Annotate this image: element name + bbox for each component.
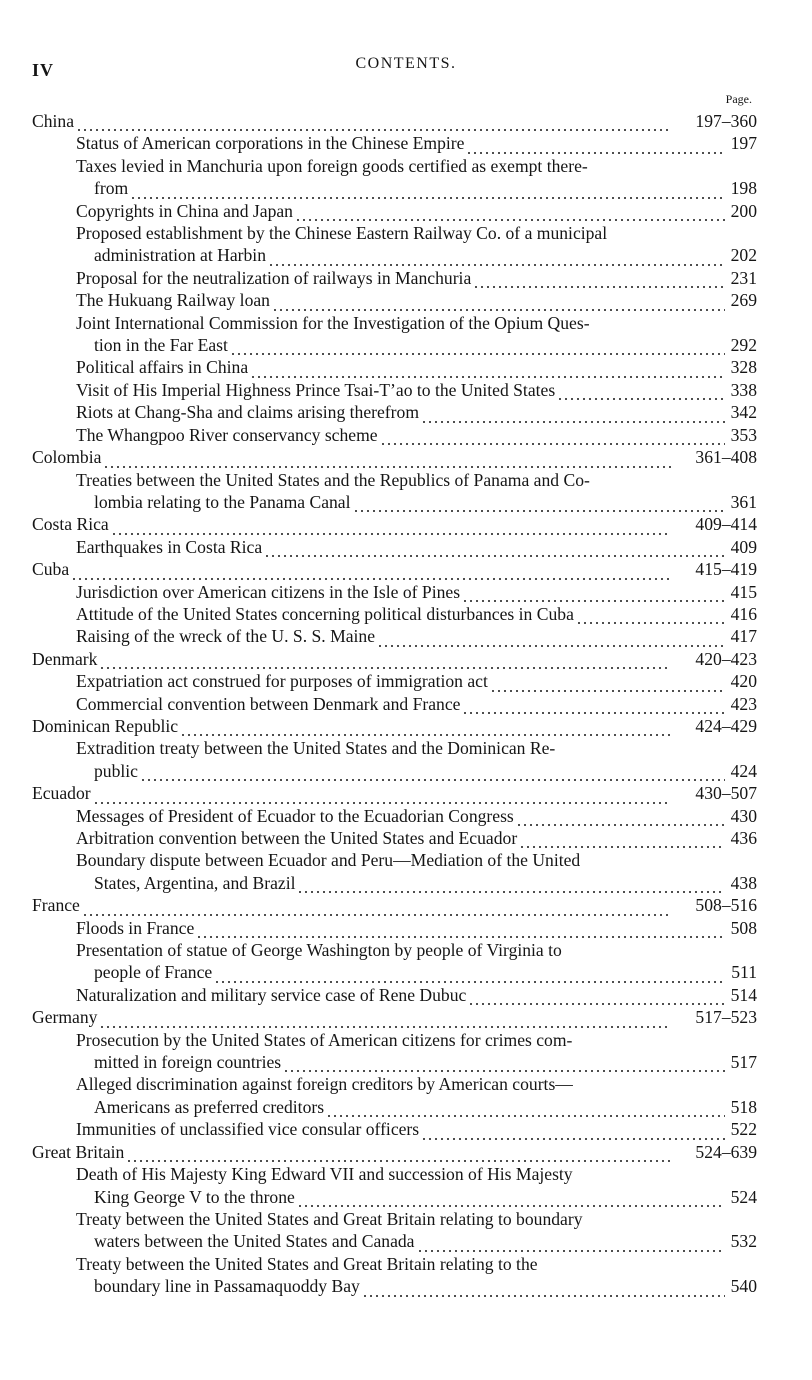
toc-item xyxy=(32,1118,757,1140)
dot-leader xyxy=(519,834,724,849)
toc-country-entry xyxy=(32,513,757,535)
toc-item-text: Treaty between the United States and Great Britain relating to boundary xyxy=(76,1208,583,1229)
toc-country-entry xyxy=(32,782,757,804)
toc-item-page: 436 xyxy=(730,828,757,848)
toc-item-page: 423 xyxy=(730,693,757,714)
dot-leader xyxy=(490,678,725,693)
toc-item-text: Treaties between the United States and the Republics of Panama and Co- xyxy=(76,469,590,490)
country-page-range: 517–523 xyxy=(695,1007,757,1028)
dot-leader xyxy=(353,498,725,513)
toc-item-continuation-text: boundary line in Passamaquoddy Bay xyxy=(94,1276,360,1297)
toc-item xyxy=(32,289,757,311)
toc-item-continuation-text: Americans as preferred creditors xyxy=(94,1096,325,1117)
country-page-range: 361–408 xyxy=(695,447,757,468)
toc-item-text: Commercial convention between Denmark and France xyxy=(76,693,461,714)
toc-item xyxy=(32,1029,757,1074)
toc-item-text: Naturalization and military service case of Rene Dubuc xyxy=(76,984,467,1005)
dot-leader xyxy=(126,1148,671,1163)
country-name: Cuba xyxy=(32,559,70,580)
toc-item-page: 511 xyxy=(731,962,757,983)
toc-item-page: 342 xyxy=(730,402,757,423)
page-folio: IV xyxy=(32,60,55,80)
toc-item-page: 353 xyxy=(730,424,757,445)
toc-item-page: 524 xyxy=(730,1186,757,1207)
toc-country-entry xyxy=(32,1141,757,1163)
toc-item-text: Riots at Chang-Sha and claims arising therefrom xyxy=(76,402,420,423)
toc-item-continuation-text: lombia relating to the Panama Canal xyxy=(94,491,351,512)
country-name: Ecuador xyxy=(32,783,91,804)
country-page-range: 415–419 xyxy=(695,559,757,580)
toc-item-text: Floods in France xyxy=(76,917,195,938)
country-page-range: 508–516 xyxy=(695,895,757,916)
toc-item-text: Immunities of unclassified vice consular officers xyxy=(76,1119,420,1140)
toc-item-text: Proposal for the neutralization of railways in Manchuria xyxy=(76,267,472,288)
country-name: Colombia xyxy=(32,447,102,468)
dot-leader xyxy=(283,1059,724,1074)
toc-item-page: 200 xyxy=(730,200,757,221)
dot-leader xyxy=(130,185,724,200)
dot-leader xyxy=(468,991,724,1006)
dot-leader xyxy=(462,700,724,715)
toc-item-continuation xyxy=(32,760,757,782)
toc-item-page: 522 xyxy=(730,1119,757,1140)
toc-item-continuation xyxy=(32,1096,757,1118)
toc-item xyxy=(32,1073,757,1118)
toc-item-page: 292 xyxy=(730,335,757,356)
toc-item xyxy=(32,737,757,782)
toc-item-text: Death of His Majesty King Edward VII and succession of His Majesty xyxy=(76,1164,573,1185)
toc-item-text: The Whangpoo River conservancy scheme xyxy=(76,424,378,445)
dot-leader xyxy=(82,902,671,917)
dot-leader xyxy=(264,543,724,558)
dot-leader xyxy=(417,1238,725,1253)
toc-item xyxy=(32,849,757,894)
toc-item-continuation-text: waters between the United States and Canada xyxy=(94,1231,415,1252)
toc-item-text: Jurisdiction over American citizens in the Isle of Pines xyxy=(76,581,461,602)
toc-item xyxy=(32,155,757,200)
country-name: Costa Rica xyxy=(32,514,109,535)
toc-item-page: 409 xyxy=(730,536,757,557)
dot-leader xyxy=(421,1126,724,1141)
country-name: Great Britain xyxy=(32,1141,125,1162)
dot-leader xyxy=(111,521,671,536)
toc-item-text: Expatriation act construed for purposes of immigration act xyxy=(76,671,488,692)
dot-leader xyxy=(295,207,725,222)
toc-item xyxy=(32,670,757,692)
toc-item-page: 338 xyxy=(730,379,757,400)
toc-item xyxy=(32,379,757,401)
toc-country-entry xyxy=(32,446,757,468)
dot-leader xyxy=(250,364,724,379)
toc-item xyxy=(32,267,757,289)
toc-item-page: 508 xyxy=(730,917,757,938)
toc-item-page: 420 xyxy=(730,671,757,692)
toc-item-page: 198 xyxy=(730,178,757,199)
toc-item-text: Prosecution by the United States of American citizens for crimes com- xyxy=(76,1029,573,1050)
toc-item-page: 532 xyxy=(730,1231,757,1252)
toc-item-page: 416 xyxy=(730,603,757,624)
toc-item-continuation-text: public xyxy=(94,760,138,781)
toc-item xyxy=(32,984,757,1006)
country-page-range: 430–507 xyxy=(695,783,757,804)
toc-country-entry xyxy=(32,894,757,916)
toc-item-page: 438 xyxy=(730,872,757,893)
dot-leader xyxy=(557,386,724,401)
toc-item xyxy=(32,917,757,939)
toc-item-text: Extradition treaty between the United States and the Dominican Re- xyxy=(76,738,556,759)
toc-item xyxy=(32,536,757,558)
toc-item-continuation-text: from xyxy=(94,178,129,199)
toc-item-page: 514 xyxy=(730,984,757,1005)
dot-leader xyxy=(362,1283,725,1298)
toc-item-page: 417 xyxy=(730,626,757,647)
dot-leader xyxy=(230,342,725,357)
country-name: China xyxy=(32,111,75,131)
toc-item-text: Visit of His Imperial Highness Prince Tsai-T’ao to the United States xyxy=(76,379,556,400)
dot-leader xyxy=(99,1014,671,1029)
toc-item-continuation xyxy=(32,177,757,199)
toc-item xyxy=(32,827,757,849)
dot-leader xyxy=(71,566,671,581)
toc-item-continuation xyxy=(32,1186,757,1208)
toc-item-text: Copyrights in China and Japan xyxy=(76,200,293,221)
dot-leader xyxy=(93,790,671,805)
page-title: CONTENTS. xyxy=(355,55,457,72)
toc-item-continuation xyxy=(32,244,757,266)
page-column-header: Page. xyxy=(725,92,752,106)
toc-item xyxy=(32,200,757,222)
toc-item xyxy=(32,222,757,267)
dot-leader xyxy=(140,767,725,782)
toc-item xyxy=(32,693,757,715)
toc-item-page: 540 xyxy=(730,1276,757,1297)
toc-item-page: 361 xyxy=(730,491,757,512)
country-name: Germany xyxy=(32,1007,98,1028)
dot-leader xyxy=(272,297,725,312)
toc-item-continuation-text: people of France xyxy=(94,962,213,983)
toc-item xyxy=(32,1208,757,1253)
toc-item-continuation-text: tion in the Far East xyxy=(94,335,228,356)
toc-item xyxy=(32,805,757,827)
dot-leader xyxy=(268,252,725,267)
toc-item-page: 202 xyxy=(730,245,757,266)
toc-country-entry xyxy=(32,558,757,580)
toc-item xyxy=(32,424,757,446)
country-page-range: 420–423 xyxy=(695,648,757,669)
toc-item-continuation-text: States, Argentina, and Brazil xyxy=(94,872,296,893)
toc-item-page: 517 xyxy=(730,1052,757,1073)
toc-country-entry xyxy=(32,648,757,670)
toc-item-page: 424 xyxy=(730,760,757,781)
toc-item-text: The Hukuang Railway loan xyxy=(76,290,270,311)
toc-item-text: Presentation of statue of George Washington by people of Virginia to xyxy=(76,940,562,961)
toc-item-text: Arbitration convention between the United States and Ecuador xyxy=(76,828,518,848)
toc-item-text: Political affairs in China xyxy=(76,357,249,378)
toc-item-page: 430 xyxy=(730,805,757,826)
toc-item-text: Messages of President of Ecuador to the Ecuadorian Congress xyxy=(76,805,514,826)
dot-leader xyxy=(576,610,725,625)
country-name: Denmark xyxy=(32,648,98,669)
toc-country-entry xyxy=(32,715,757,737)
toc-item-text: Taxes levied in Manchuria upon foreign goods certified as exempt there- xyxy=(76,155,588,176)
toc-item-continuation xyxy=(32,872,757,894)
toc-item-continuation-text: King George V to the throne xyxy=(94,1186,295,1207)
dot-leader xyxy=(214,969,725,984)
dot-leader xyxy=(473,274,724,289)
toc-item-continuation xyxy=(32,961,757,983)
toc-item xyxy=(32,625,757,647)
dot-leader xyxy=(196,924,724,939)
toc-item xyxy=(32,939,757,984)
country-page-range: 409–414 xyxy=(695,514,757,535)
toc-item-continuation xyxy=(32,491,757,513)
toc-item-text: Raising of the wreck of the U. S. S. Maine xyxy=(76,626,376,647)
dot-leader xyxy=(380,431,725,446)
toc-item xyxy=(32,401,757,423)
dot-leader xyxy=(421,409,725,424)
toc-item-continuation xyxy=(32,1230,757,1252)
toc-item-page: 231 xyxy=(730,267,757,288)
country-name: France xyxy=(32,895,80,916)
toc-item-continuation-text: mitted in foreign countries xyxy=(94,1052,282,1073)
dot-leader xyxy=(377,633,725,648)
toc-item-continuation xyxy=(32,334,757,356)
toc-item-text: Proposed establishment by the Chinese Eastern Railway Co. of a municipal xyxy=(76,223,608,244)
country-page-range: 524–639 xyxy=(695,1141,757,1162)
toc-item-page: 269 xyxy=(730,290,757,311)
toc-item xyxy=(32,1163,757,1208)
toc-item xyxy=(32,1253,757,1298)
country-page-range: 424–429 xyxy=(695,715,757,736)
toc-item-text: Boundary dispute between Ecuador and Peru—Mediation of the United xyxy=(76,850,581,871)
toc-item-continuation xyxy=(32,1275,757,1297)
country-page-range: 197–360 xyxy=(695,111,757,131)
toc-item xyxy=(32,356,757,378)
toc-item xyxy=(32,132,757,154)
toc-item-page: 197 xyxy=(730,133,757,154)
toc-item-text: Treaty between the United States and Great Britain relating to the xyxy=(76,1253,538,1274)
toc-item-text: Alleged discrimination against foreign creditors by American courts— xyxy=(76,1074,573,1095)
toc-item xyxy=(32,469,757,514)
toc-item-page: 518 xyxy=(730,1096,757,1117)
toc-item xyxy=(32,603,757,625)
toc-item-text: Joint International Commission for the Investigation of the Opium Ques- xyxy=(76,312,590,333)
toc-item xyxy=(32,581,757,603)
toc-item-page: 328 xyxy=(730,357,757,378)
dot-leader xyxy=(297,879,724,894)
dot-leader xyxy=(103,454,671,469)
toc-item-text: Earthquakes in Costa Rica xyxy=(76,536,263,557)
toc-country-entry xyxy=(32,1006,757,1028)
table-of-contents xyxy=(32,110,757,1298)
toc-item-text: Attitude of the United States concerning political disturbances in Cuba xyxy=(76,603,574,624)
dot-leader xyxy=(516,812,725,827)
toc-item-text: Status of American corporations in the Chinese Empire xyxy=(76,133,465,154)
toc-country-entry xyxy=(32,110,757,132)
dot-leader xyxy=(99,655,671,670)
dot-leader xyxy=(466,140,724,155)
dot-leader xyxy=(180,722,671,737)
country-name: Dominican Republic xyxy=(32,715,179,736)
dot-leader xyxy=(297,1193,725,1208)
toc-item-continuation xyxy=(32,1051,757,1073)
dot-leader xyxy=(76,117,671,132)
dot-leader xyxy=(326,1103,725,1118)
dot-leader xyxy=(462,588,725,603)
toc-item xyxy=(32,312,757,357)
toc-item-page: 415 xyxy=(730,581,757,602)
toc-item-continuation-text: administration at Harbin xyxy=(94,245,266,266)
